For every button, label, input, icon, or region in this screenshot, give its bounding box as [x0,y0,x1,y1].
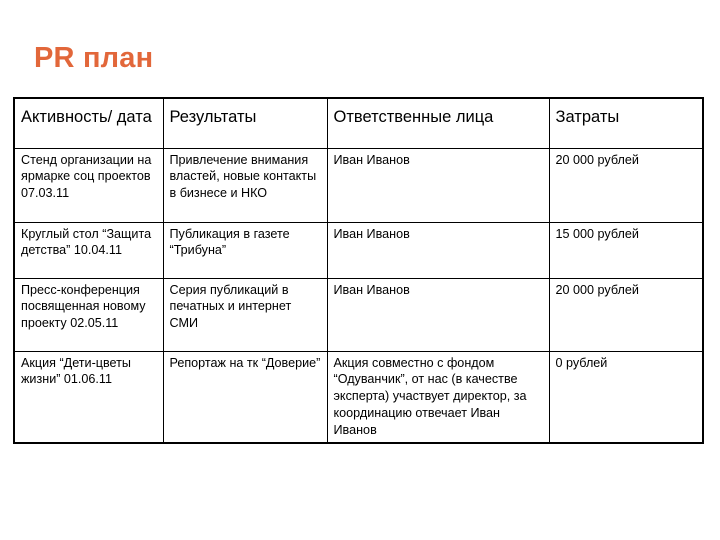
cell-results: Серия публикаций в печатных и интернет СМИ [163,278,327,351]
slide-title: PR план [34,42,154,74]
cell-activity: Стенд организации на ярмарке соц проектов 07.03.11 [14,148,163,222]
cell-results: Привлечение внимания властей, новые контакты в бизнесе и НКО [163,148,327,222]
column-header-costs: Затраты [549,98,703,148]
cell-costs: 20 000 рублей [549,278,703,351]
pr-plan-table [13,97,704,444]
column-header-results: Результаты [163,98,327,148]
cell-costs: 20 000 рублей [549,148,703,222]
table-header-row [14,98,703,148]
column-header-activity: Активность/ дата [14,98,163,148]
cell-responsible: Иван Иванов [327,222,549,278]
cell-responsible: Акция совместно с фондом “Одуванчик”, от нас (в качестве эксперта) участвует директор, за координацию отвечает Иван Иванов [327,351,549,443]
cell-activity: Круглый стол “Защита детства” 10.04.11 [14,222,163,278]
cell-responsible: Иван Иванов [327,278,549,351]
table-row [14,148,703,222]
cell-results: Публикация в газете “Трибуна” [163,222,327,278]
cell-results: Репортаж на тк “Доверие” [163,351,327,443]
cell-costs: 0 рублей [549,351,703,443]
cell-responsible: Иван Иванов [327,148,549,222]
cell-activity: Пресс-конференция посвященная новому проекту 02.05.11 [14,278,163,351]
cell-activity: Акция “Дети-цветы жизни” 01.06.11 [14,351,163,443]
table-row [14,351,703,443]
table-row [14,278,703,351]
table-row [14,222,703,278]
cell-costs: 15 000 рублей [549,222,703,278]
column-header-responsible: Ответственные лица [327,98,549,148]
